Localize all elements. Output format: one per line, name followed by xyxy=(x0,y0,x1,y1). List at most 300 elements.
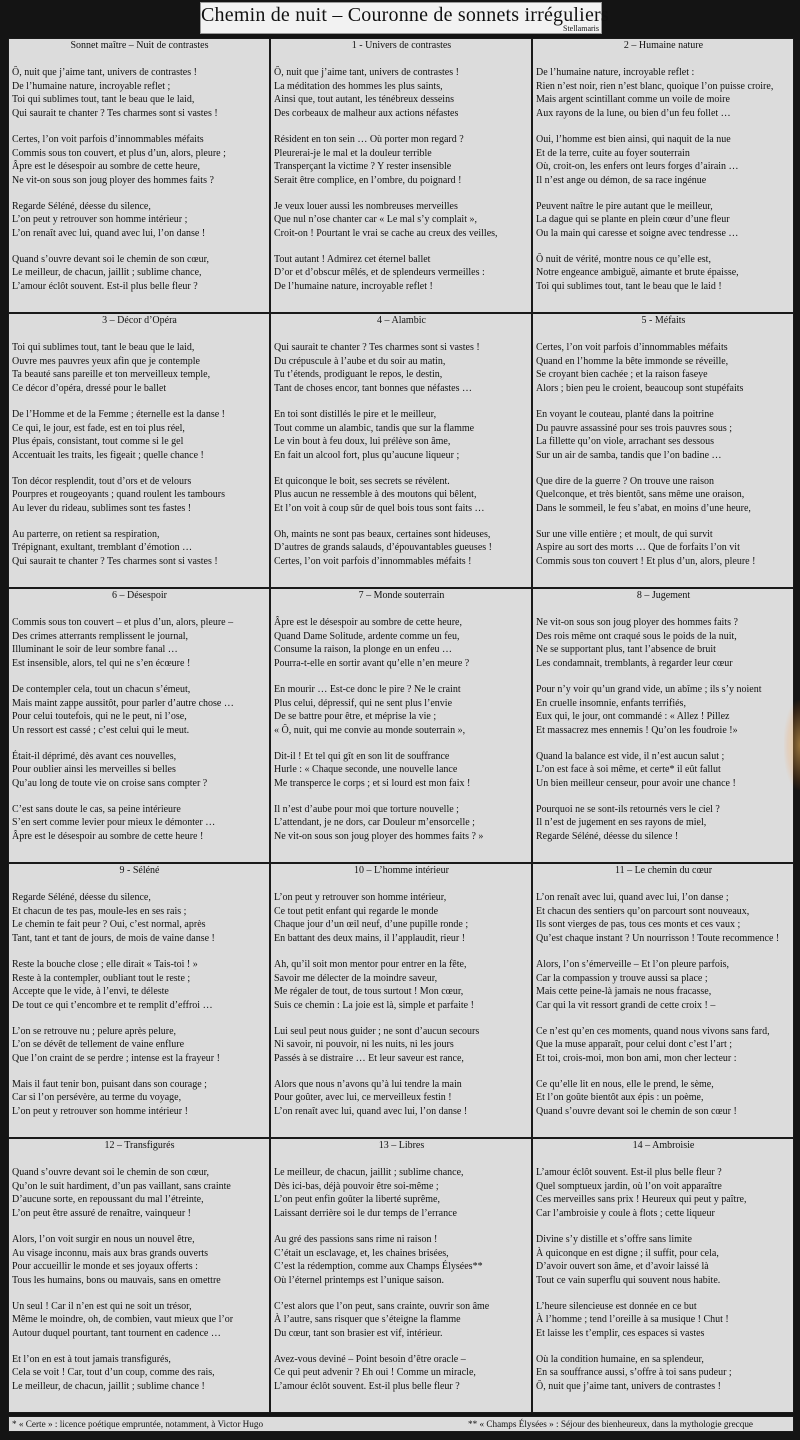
page-title: Chemin de nuit – Couronne de sonnets irréguliers xyxy=(201,4,609,26)
verse-line: Alors que nous n’avons qu’à lui tendre la main xyxy=(274,1078,462,1090)
stanza xyxy=(12,528,267,569)
verse-line: Accentuait les traits, les figeait ; quelle chance ! xyxy=(12,449,204,461)
verse-line: Âpre est le désespoir au sombre de cette heure, xyxy=(274,617,462,628)
verse-line: Certes, l’on voit parfois d’innommables méfaits ! xyxy=(274,556,472,568)
verse-line: Sur une ville entière ; et moult, de qui survit xyxy=(536,528,713,540)
stanza xyxy=(274,803,529,844)
verse-line: Plus celui, dépressif, qui ne sent plus l’envie xyxy=(274,697,453,709)
verse-line: Peuvent naître le pire autant que le meilleur, xyxy=(536,200,713,212)
stanza xyxy=(12,616,267,671)
verse-line: Ô nuit de vérité, montre nous ce qu’elle est, xyxy=(536,253,711,265)
verse-line: Tous les humains, bons ou mauvais, sans en omettre xyxy=(12,1274,221,1286)
verse-line: Consume la raison, la plonge en un enfeu … xyxy=(274,644,453,656)
stanza xyxy=(536,1300,791,1341)
stanza xyxy=(274,958,529,1013)
verse-line: Illuminant le soir de leur sombre fanal … xyxy=(12,644,178,656)
stanza xyxy=(12,683,267,738)
verse-line: Hurle : « Chaque seconde, une nouvelle lance xyxy=(274,764,458,776)
verse-line: Car si l’on persévère, au terme du voyage, xyxy=(12,1092,182,1104)
sonnet-title: 7 – Monde souterrain xyxy=(358,590,445,601)
verse-line: Ta beauté sans pareille et ton merveilleux temple, xyxy=(12,369,211,381)
stanza xyxy=(536,1078,791,1119)
verse-line: C’est la rédemption, comme aux Champs Élysées** xyxy=(274,1261,483,1273)
footnotes xyxy=(8,1416,794,1432)
verse-line: Ô, nuit que j’aime tant, univers de contrastes ! xyxy=(12,67,197,78)
sonnet-cell xyxy=(8,588,270,863)
verse-line: Que dire de la guerre ? On trouve une raison xyxy=(536,475,714,487)
sonnet-title: 4 – Alambic xyxy=(377,315,426,326)
verse-line: Commis sous ton couvert ! Et plus d’un, alors, pleure ! xyxy=(536,556,756,568)
verse-line: Le meilleur, de chacun, jaillit ; sublime chance, xyxy=(12,267,202,279)
verse-line: Reste à la contempler, oubliant tout le reste ; xyxy=(12,972,191,984)
verse-line: Accepte que le vide, à l’envi, te déleste xyxy=(12,986,169,998)
sonnet-title: 9 - Séléné xyxy=(119,865,160,876)
verse-line: Ou la main qui caresse et soigne avec tendresse … xyxy=(536,228,739,240)
stanza xyxy=(274,133,529,188)
sonnet-cell xyxy=(8,1138,270,1413)
verse-line: L’on peut être assuré de renaître, vainqueur ! xyxy=(12,1208,191,1220)
stanza xyxy=(536,408,791,463)
verse-line: De tout ce qui t’encombre et te remplit d’effroi … xyxy=(12,999,213,1011)
verse-line: L’on peut y retrouver son homme intérieur ; xyxy=(12,214,188,226)
verse-line: Commis sous ton couvert – et plus d’un, alors, pleure – xyxy=(12,617,234,628)
verse-line: L’on peut y retrouver son homme intérieur, xyxy=(274,892,447,903)
stanza xyxy=(536,803,791,844)
verse-line: Transperçant la victime ? Y rester insensible xyxy=(274,161,452,173)
verse-line: Que la muse apparaît, pour celui dont c’est l’art ; xyxy=(536,1039,733,1051)
stanza xyxy=(274,200,529,241)
verse-line: Rien n’est noir, rien n’est blanc, quoique l’on puisse croire, xyxy=(536,80,774,92)
verse-line: Me régaler de tout, de tous surtout ! Mon cœur, xyxy=(274,986,464,998)
verse-line: Regarde Séléné, déesse du silence, xyxy=(12,892,151,903)
verse-line: Cela se voit ! Car, tout d’un coup, comme des rais, xyxy=(12,1367,215,1379)
verse-line: Quand s’ouvre devant soi le chemin de son cœur ! xyxy=(536,1106,737,1118)
verse-line: Alors, l’on s’émerveille – Et l’on pleure parfois, xyxy=(536,958,729,970)
verse-line: Il n’est de jugement en ses rayons de miel, xyxy=(536,817,707,829)
stanza xyxy=(12,891,267,946)
stanza xyxy=(536,750,791,791)
stanza xyxy=(274,1078,529,1119)
sonnet-title: 12 – Transfigurés xyxy=(104,1140,175,1151)
verse-line: Des crimes atterrants remplissent le journal, xyxy=(12,630,189,642)
verse-line: Et de la terre, cuite au foyer souterrain xyxy=(536,147,690,159)
stanza xyxy=(12,1233,267,1288)
verse-line: Que nul n’ose chanter car « Le mal s’y complait », xyxy=(274,214,477,226)
stanza xyxy=(12,66,267,121)
verse-line: Et chacun de tes pas, moule-les en ses rais ; xyxy=(12,905,187,917)
verse-line: Sur un air de samba, tandis que l’on badine … xyxy=(536,449,722,461)
sonnet-cell xyxy=(8,863,270,1138)
verse-line: Mais cette peine-là jamais ne nous fracasse, xyxy=(536,986,712,998)
sonnet-grid xyxy=(8,38,794,1413)
verse-line: Divine s’y distille et s’offre sans limite xyxy=(536,1233,692,1245)
verse-line: Car qui la vit ressort grandi de cette croix ! – xyxy=(536,999,716,1011)
stanza xyxy=(536,253,791,294)
verse-line: Et l’on voit à coup sûr de quel bois tous sont faits … xyxy=(274,503,485,515)
verse-line: Qu’au long de toute vie on croise sans compter ? xyxy=(12,778,208,790)
sonnet-title: 11 – Le chemin du cœur xyxy=(614,865,713,876)
verse-line: Qui saurait te chanter ? Tes charmes sont si vastes ! xyxy=(12,108,218,120)
verse-line: Du cœur, tant son brasier est vif, intérieur. xyxy=(274,1328,443,1340)
verse-line: Âpre est le désespoir au sombre de cette heure, xyxy=(12,161,200,173)
sonnet-title: 5 - Méfaits xyxy=(641,315,686,326)
verse-line: Est insensible, alors, tel qui ne s’en écœure ! xyxy=(12,658,191,670)
verse-line: Le meilleur, de chacun, jaillit ; sublime chance ! xyxy=(12,1381,205,1393)
verse-line: En voyant le couteau, planté dans la poitrine xyxy=(536,408,714,420)
stanza xyxy=(536,616,791,671)
verse-line: Ouvre mes pauvres yeux afin que je contemple xyxy=(12,355,200,367)
stanza xyxy=(274,475,529,516)
verse-line: L’amour éclôt souvent. Est-il plus belle fleur ? xyxy=(536,1167,722,1178)
verse-line: Où, croit-on, les enfers ont leurs forges d’airain … xyxy=(536,161,739,173)
verse-line: Tu t’étends, prodiguant le repos, le destin, xyxy=(274,369,443,381)
stanza xyxy=(12,803,267,844)
sonnet-cell xyxy=(532,313,794,588)
verse-line: De l’Homme et de la Femme ; éternelle est la danse ! xyxy=(12,408,225,420)
verse-line: Âpre est le désespoir au sombre de cette heure ! xyxy=(12,831,204,843)
stanza xyxy=(12,200,267,241)
verse-line: Pourpres et rougeoyants ; quand roulent les tambours xyxy=(12,489,226,501)
verse-line: Du pauvre assassiné pour ses trois pauvres sous ; xyxy=(536,422,733,434)
footnote-champs-elysees: ** « Champs Élysées » : Séjour des bienheureux, dans la mythologie grecque xyxy=(467,1419,753,1429)
stanza xyxy=(274,1353,529,1394)
verse-line: Des corbeaux de malheur aux actions néfastes xyxy=(274,108,459,120)
verse-line: La fillette qu’on viole, arrachant ses dessous xyxy=(536,436,714,448)
verse-line: L’amour éclôt souvent. Est-il plus belle fleur ? xyxy=(274,1381,460,1393)
verse-line: De se battre pour être, et méprise la vie ; xyxy=(274,711,437,723)
verse-line: Dès ici-bas, déjà pouvoir être soi-même ; xyxy=(274,1180,439,1192)
stanza xyxy=(274,683,529,738)
verse-line: Savoir me délecter de la moindre saveur, xyxy=(274,972,438,984)
verse-line: En sa souffrance aussi, s’offre à toi sans pudeur ; xyxy=(536,1367,732,1379)
verse-line: L’on peut y retrouver son homme intérieur ! xyxy=(12,1106,188,1118)
verse-line: Le chemin te fait peur ? Oui, c’est normal, après xyxy=(12,919,206,931)
verse-line: L’on renaît avec lui, quand avec lui, l’on danse ! xyxy=(12,228,206,240)
sonnet-title: 10 – L’homme intérieur xyxy=(354,865,449,876)
verse-line: L’amour éclôt souvent. Est-il plus belle fleur ? xyxy=(12,281,198,293)
verse-line: Mais il faut tenir bon, puisant dans son courage ; xyxy=(12,1078,207,1090)
verse-line: Quand Dame Solitude, ardente comme un feu, xyxy=(274,630,460,642)
verse-line: D’or et d’obscur mêlés, et de splendeurs vermeilles : xyxy=(274,267,485,279)
verse-line: L’on est face à soi même, et certe* il eût fallut xyxy=(536,764,721,776)
sonnet-cell xyxy=(270,588,532,863)
sonnet-cell xyxy=(8,38,270,313)
stanza xyxy=(536,341,791,396)
verse-line: Tout comme un alambic, tandis que sur la flamme xyxy=(274,422,475,434)
stanza xyxy=(274,1166,529,1221)
sonnet-cell xyxy=(270,313,532,588)
stanza xyxy=(274,1233,529,1288)
verse-line: Qu’est chaque instant ? Un nourrisson ! Toute recommence ! xyxy=(536,933,780,945)
verse-line: Ô, nuit que j’aime tant, univers de contrastes ! xyxy=(536,1381,721,1393)
stanza xyxy=(274,341,529,396)
stanza xyxy=(536,528,791,569)
verse-line: Un seul ! Car il n’en est qui ne soit un trésor, xyxy=(12,1300,192,1312)
verse-line: De contempler cela, tout un chacun s’émeut, xyxy=(12,683,191,695)
stanza xyxy=(536,958,791,1013)
verse-line: C’est alors que l’on peut, sans crainte, ouvrir son âme xyxy=(274,1300,490,1312)
verse-line: Ton décor resplendit, tout d’ors et de velours xyxy=(12,475,192,487)
sonnet-cell xyxy=(270,38,532,313)
verse-line: Toi qui sublimes tout, tant le beau que le laid ! xyxy=(536,281,722,293)
verse-line: Dans le sommeil, le feu s’abat, en moins d’une heure, xyxy=(536,503,751,515)
verse-line: Croit-on ! Pourtant le vrai se cache au creux des veilles, xyxy=(274,228,498,240)
stanza xyxy=(12,133,267,188)
stanza xyxy=(274,408,529,463)
verse-line: Ne se supportant plus, tant l’absence de bruit xyxy=(536,644,716,656)
verse-line: Mais argent scintillant comme un voile de moire xyxy=(536,94,730,106)
verse-line: Au parterre, on retient sa respiration, xyxy=(12,528,160,540)
stanza xyxy=(12,408,267,463)
verse-line: D’autres de grands salauds, d’épouvantables gueuses ! xyxy=(274,542,492,554)
sonnet-cell xyxy=(532,38,794,313)
verse-line: Du crépuscule à l’aube et du soir au matin, xyxy=(274,355,446,367)
verse-line: Que l’on craint de se perdre ; intense est la frayeur ! xyxy=(12,1053,220,1065)
sonnet-title: 8 – Jugement xyxy=(636,590,691,601)
verse-line: L’on peut enfin goûter la liberté suprême, xyxy=(274,1194,440,1206)
verse-line: Résident en ton sein … Où porter mon regard ? xyxy=(274,133,464,145)
verse-line: De l’humaine nature, incroyable reflet ; xyxy=(12,80,171,92)
verse-line: Alors ; bien peu le croient, beaucoup sont stupéfaits xyxy=(536,383,744,395)
stanza xyxy=(536,133,791,188)
verse-line: Ah, qu’il soit mon mentor pour entrer en la fête, xyxy=(274,958,467,970)
sonnet-cell xyxy=(270,863,532,1138)
verse-line: Quand s’ouvre devant soi le chemin de son cœur, xyxy=(12,1167,210,1178)
verse-line: Le meilleur, de chacun, jaillit ; sublime chance, xyxy=(274,1167,464,1178)
stanza xyxy=(12,1353,267,1394)
stanza xyxy=(274,616,529,671)
verse-line: Dit-il ! Et tel qui gît en son lit de souffrance xyxy=(274,750,450,762)
verse-line: Ils sont vierges de pas, tous ces monts et ces vaux ; xyxy=(536,919,741,931)
verse-line: Et chacun des sentiers qu’on parcourt sont nouveaux, xyxy=(536,905,750,917)
sonnet-cell xyxy=(532,863,794,1138)
verse-line: Aspire au sort des morts … Que de forfaits l’on vit xyxy=(536,542,740,554)
verse-line: Quelconque, et très bientôt, sans même une oraison, xyxy=(536,489,745,501)
sonnet-title: 13 – Libres xyxy=(378,1140,425,1151)
sonnet-title: 2 – Humaine nature xyxy=(623,40,704,51)
verse-line: Tant, tant et tant de jours, de mois de vaine danse ! xyxy=(12,933,215,945)
stanza xyxy=(274,528,529,569)
verse-line: Et toi, crois-moi, mon bon ami, mon cher lecteur : xyxy=(536,1053,737,1065)
author-name: Stellamaris xyxy=(563,24,599,33)
verse-line: Et massacrez mes ennemis ! Qu’on les foudroie !» xyxy=(536,724,738,736)
verse-line: D’aucune sorte, en repoussant du mal l’étreinte, xyxy=(12,1194,204,1206)
sonnet-title: 3 – Décor d’Opéra xyxy=(102,315,177,326)
verse-line: Oh, maints ne sont pas beaux, certaines sont hideuses, xyxy=(274,528,491,540)
verse-line: C’était un esclavage, et, les chaines brisées, xyxy=(274,1247,449,1259)
verse-line: De l’humaine nature, incroyable reflet ! xyxy=(274,281,433,293)
verse-line: Ce qui peut advenir ? Eh oui ! Comme un miracle, xyxy=(274,1367,476,1379)
stanza xyxy=(274,750,529,791)
verse-line: La méditation des hommes les plus saints, xyxy=(274,80,443,92)
verse-line: Pourra-t-elle en sortir avant qu’elle n’en meure ? xyxy=(274,658,470,670)
verse-line: L’on se dévêt de tellement de vaine enflure xyxy=(12,1039,185,1051)
verse-line: Ces merveilles sans prix ! Heureux qui peut y paître, xyxy=(536,1194,747,1206)
stanza xyxy=(536,1353,791,1394)
verse-line: Des rois même ont craqué sous le poids de la nuit, xyxy=(536,630,737,642)
verse-line: Suis ce chemin : La joie est là, simple et parfaite ! xyxy=(274,999,474,1011)
stanza xyxy=(274,1025,529,1066)
verse-line: En mourir … Est-ce donc le pire ? Ne le craint xyxy=(274,683,461,695)
verse-line: L’attendant, je ne dors, car Douleur m’ensorcelle ; xyxy=(274,817,475,829)
verse-line: Ô, nuit que j’aime tant, univers de contrastes ! xyxy=(274,67,459,78)
verse-line: Serait être complice, en l’ombre, du poignard ! xyxy=(274,174,462,186)
verse-line: La dague qui se plante en plein cœur d’une fleur xyxy=(536,214,730,226)
stanza xyxy=(274,1300,529,1341)
verse-line: Il n’est d’aube pour moi que torture nouvelle ; xyxy=(274,803,459,815)
verse-line: Qui saurait te chanter ? Tes charmes sont si vastes ! xyxy=(274,342,480,353)
stanza xyxy=(536,1025,791,1066)
verse-line: Autour duquel pourtant, tant tournent en cadence … xyxy=(12,1328,221,1340)
sonnet-title: 14 – Ambroisie xyxy=(632,1140,695,1151)
verse-line: Certes, l’on voit parfois d’innommables méfaits xyxy=(12,133,204,145)
sonnet-title: Sonnet maître – Nuit de contrastes xyxy=(70,40,209,51)
stanza xyxy=(536,891,791,946)
stanza xyxy=(12,750,267,791)
verse-line: Alors, l’on voit surgir en nous un nouvel être, xyxy=(12,1233,195,1245)
verse-line: Et quiconque le boit, ses secrets se révèlent. xyxy=(274,475,450,487)
verse-line: Je veux louer aussi les nombreuses merveilles xyxy=(274,200,458,212)
verse-line: Et l’on goûte bientôt aux épis : un poème, xyxy=(536,1092,704,1104)
verse-line: Lui seul peut nous guider ; ne sont d’aucun secours xyxy=(274,1025,480,1037)
verse-line: Ne vit-on sous son joug ployer des hommes faits ? xyxy=(536,617,738,628)
stanza xyxy=(12,1300,267,1341)
sonnet-cell xyxy=(8,313,270,588)
verse-line: Quand s’ouvre devant soi le chemin de son cœur, xyxy=(12,253,210,265)
verse-line: Me transperce le corps ; et si lourd est mon faix ! xyxy=(274,778,471,790)
verse-line: Pour goûter, avec lui, ce merveilleux festin ! xyxy=(274,1092,452,1104)
verse-line: Plus aucun ne ressemble à des moutons qui bêlent, xyxy=(274,489,477,501)
verse-line: Pour n’y voir qu’un grand vide, un abîme ; ils s’y noient xyxy=(536,683,762,695)
verse-line: Le vin bout à feu doux, lui prélève son âme, xyxy=(274,436,451,448)
verse-line: Au lever du rideau, sublimes sont tes fastes ! xyxy=(12,503,192,515)
verse-line: Ne vit-on sous son joug ployer des hommes faits ? xyxy=(12,174,214,186)
verse-line: Certes, l’on voit parfois d’innommables méfaits xyxy=(536,342,728,353)
verse-line: Pour accueillir le monde et ses joyaux offerts : xyxy=(12,1261,198,1273)
verse-line: Quand en l’homme la bête immonde se réveille, xyxy=(536,355,729,367)
verse-line: Ce qu’elle lit en nous, elle le prend, le sème, xyxy=(536,1078,714,1090)
verse-line: Quel somptueux jardin, où l’on voit apparaître xyxy=(536,1180,722,1192)
sonnet-title: 1 - Univers de contrastes xyxy=(351,40,452,51)
verse-line: Ainsi que, tout autant, les ténébreux desseins xyxy=(274,94,454,106)
stanza xyxy=(536,66,791,121)
verse-line: Plus épais, consistant, tout comme si le gel xyxy=(12,436,184,448)
verse-line: Se croyant bien cachée ; et la raison faseye xyxy=(536,369,708,381)
verse-line: Il n’est ange ou démon, de sa race ingénue xyxy=(536,174,707,186)
verse-line: Toi qui sublimes tout, tant le beau que le laid, xyxy=(12,94,195,106)
verse-line: Commis sous ton couvert, et plus d’un, alors, pleure ; xyxy=(12,147,226,159)
verse-line: Regarde Séléné, déesse du silence ! xyxy=(536,831,679,843)
verse-line: Tout ce vain superflu qui souvent nous habite. xyxy=(536,1274,721,1286)
verse-line: Mais maint zappe aussitôt, pour parler d’autre chose … xyxy=(12,697,234,709)
verse-line: Regarde Séléné, déesse du silence, xyxy=(12,200,151,212)
stanza xyxy=(274,891,529,946)
verse-line: Chaque jour d’un œil neuf, d’une pupille ronde ; xyxy=(274,919,469,931)
verse-line: Au visage inconnu, mais aux bras grands ouverts xyxy=(12,1247,209,1259)
verse-line: Et l’on en est à tout jamais transfigurés, xyxy=(12,1353,171,1365)
verse-line: Pourquoi ne se sont-ils retournés vers le ciel ? xyxy=(536,803,720,815)
verse-line: En toi sont distillés le pire et le meilleur, xyxy=(274,408,437,420)
verse-line: Pour celui toutefois, qui ne le peut, ni l’ose, xyxy=(12,711,187,723)
verse-line: En battant des deux mains, il l’applaudit, rieur ! xyxy=(274,933,466,945)
verse-line: D’avoir ouvert son âme, et d’avoir laissé là xyxy=(536,1261,709,1273)
title-bar xyxy=(200,2,609,34)
stanza xyxy=(12,1078,267,1119)
verse-line: Pleurerai-je le mal et la douleur terrible xyxy=(274,147,432,159)
verse-line: Ni savoir, ni pouvoir, ni les nuits, ni les jours xyxy=(274,1039,454,1051)
stanza xyxy=(536,683,791,738)
verse-line: À quiconque en est digne ; il suffit, pour cela, xyxy=(536,1247,719,1259)
verse-line: C’est sans doute le cas, sa peine intérieure xyxy=(12,803,181,815)
verse-line: Même le moindre, oh, de combien, vaut mieux que l’or xyxy=(12,1314,234,1326)
verse-line: Passés à se distraire … Et leur saveur est rance, xyxy=(274,1053,464,1065)
verse-line: « Ô, nuit, qui me convie au monde souterrain », xyxy=(274,724,466,736)
sonnet-cell xyxy=(532,588,794,863)
verse-line: Où l’éternel printemps est l’unique saison. xyxy=(274,1274,444,1286)
verse-line: En fait un alcool fort, plus qu’aucune liqueur ; xyxy=(274,449,460,461)
verse-line: Pour oublier ainsi les merveilles si belles xyxy=(12,764,176,776)
verse-line: Car l’ambroisie y coule à flots ; cette liqueur xyxy=(536,1208,715,1220)
verse-line: Ce tout petit enfant qui regarde le monde xyxy=(274,905,439,917)
verse-line: L’on se retrouve nu ; pelure après pelure, xyxy=(12,1025,177,1037)
verse-line: Trépignant, exultant, tremblant d’émotion … xyxy=(12,542,193,554)
verse-line: Les condamnait, tremblants, à regarder leur cœur xyxy=(536,658,733,670)
verse-line: L’heure silencieuse est donnée en ce but xyxy=(536,1300,697,1312)
verse-line: Quand la balance est vide, il n’est aucun salut ; xyxy=(536,750,725,762)
verse-line: Au gré des passions sans rime ni raison ! xyxy=(274,1233,438,1245)
verse-line: Qu’on le suit hardiment, d’un pas vaillant, sans crainte xyxy=(12,1180,231,1192)
stanza xyxy=(274,253,529,294)
verse-line: Était-il déprimé, dès avant ces nouvelles, xyxy=(12,750,177,762)
verse-line: De l’humaine nature, incroyable reflet : xyxy=(536,67,695,78)
verse-line: Ne vit-on sous son joug ployer des hommes faits ? » xyxy=(274,831,484,843)
verse-line: À l’homme ; tend l’oreille à sa musique ! Chut ! xyxy=(536,1314,729,1326)
verse-line: Qui saurait te chanter ? Tes charmes sont si vastes ! xyxy=(12,556,218,568)
verse-line: Ce qui, le jour, est fade, est en toi plus réel, xyxy=(12,422,185,434)
verse-line: Un bien meilleur censeur, pour avoir une chance ! xyxy=(536,778,736,790)
sonnet-cell xyxy=(270,1138,532,1413)
verse-line: Toi qui sublimes tout, tant le beau que le laid, xyxy=(12,342,195,353)
stanza xyxy=(12,958,267,1013)
verse-line: Oui, l’homme est bien ainsi, qui naquit de la nue xyxy=(536,133,731,145)
stanza xyxy=(12,341,267,396)
verse-line: Où la condition humaine, en sa splendeur, xyxy=(536,1353,704,1365)
footnote-certe: * « Certe » : licence poétique empruntée, notamment, à Victor Hugo xyxy=(12,1419,264,1429)
verse-line: Laissant derrière soi le dur temps de l’errance xyxy=(274,1208,457,1220)
verse-line: Reste la bouche close ; elle dirait « Tais-toi ! » xyxy=(12,958,198,970)
verse-line: Et laisse les t’emplir, ces espaces si vastes xyxy=(536,1328,705,1340)
sonnet-title: 6 – Désespoir xyxy=(112,590,167,601)
verse-line: Tout autant ! Admirez cet éternel ballet xyxy=(274,253,431,265)
stanza xyxy=(536,1233,791,1288)
stanza xyxy=(12,475,267,516)
stanza xyxy=(536,475,791,516)
verse-line: Car la compassion y trouve aussi sa place ; xyxy=(536,972,708,984)
verse-line: L’on renaît avec lui, quand avec lui, l’on danse ! xyxy=(274,1106,468,1118)
sonnet-cell xyxy=(532,1138,794,1413)
verse-line: Ce n’est qu’en ces moments, quand nous vivons sans fard, xyxy=(536,1025,770,1037)
stanza xyxy=(274,66,529,121)
stanza xyxy=(536,1166,791,1221)
verse-line: Notre engeance ambiguë, aimante et brute épaisse, xyxy=(536,267,739,279)
stanza xyxy=(536,200,791,241)
stanza xyxy=(12,1025,267,1066)
verse-line: Un ressort est cassé ; c’est celui qui le meut. xyxy=(12,724,190,736)
verse-line: Ce décor d’opéra, dressé pour le ballet xyxy=(12,383,167,395)
stanza xyxy=(12,1166,267,1221)
verse-line: En cruelle insomnie, enfants terrifiés, xyxy=(536,697,686,709)
verse-line: Eux qui, le jour, ont commandé : « Allez ! Pillez xyxy=(536,711,730,723)
